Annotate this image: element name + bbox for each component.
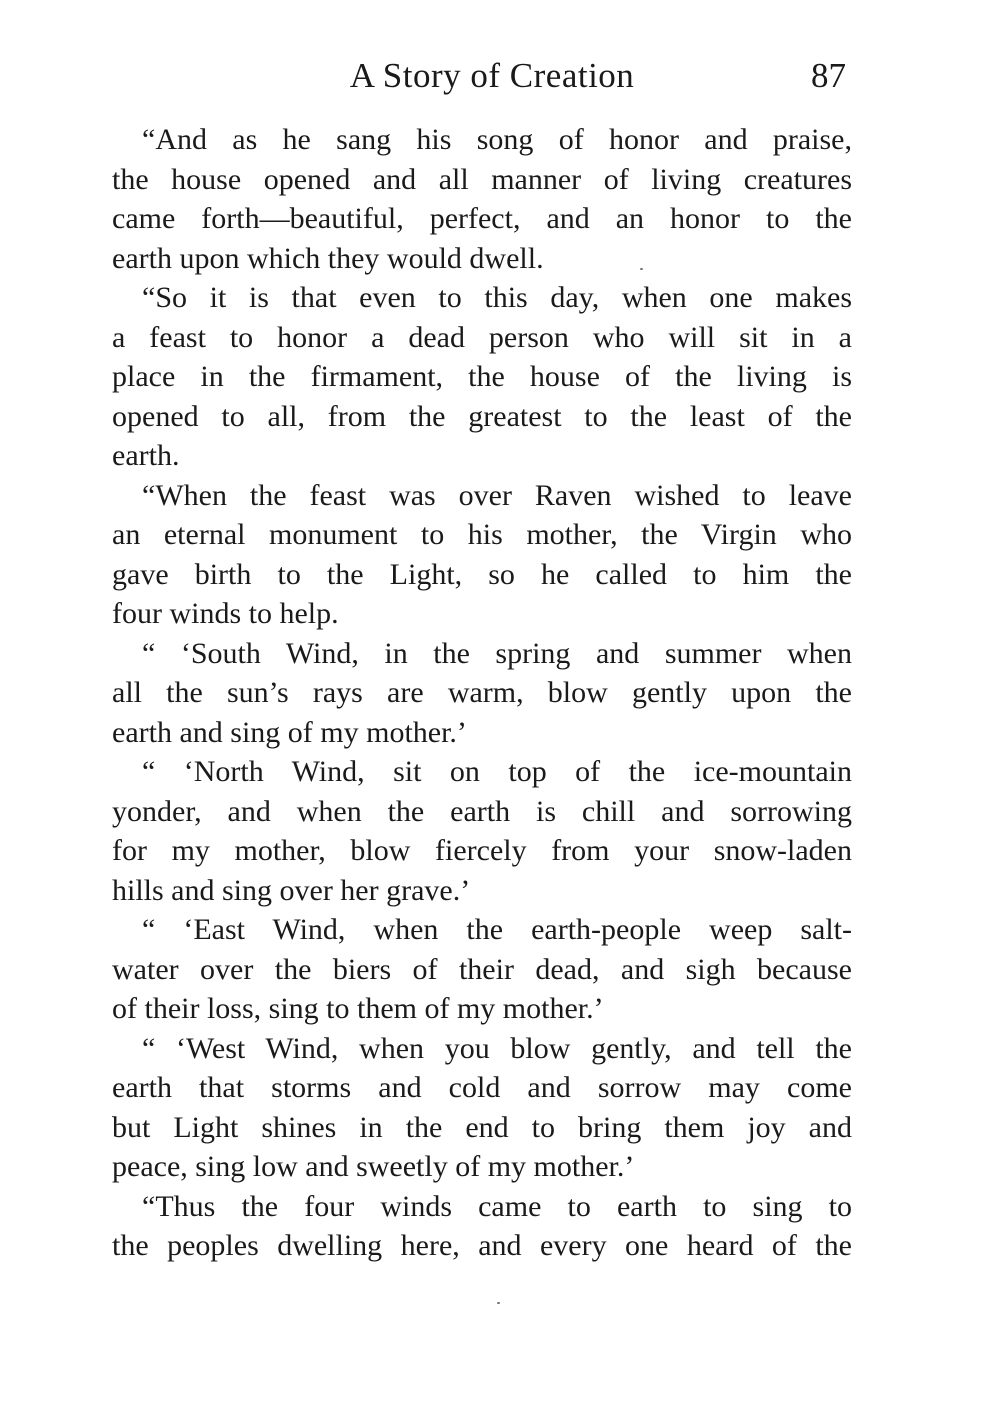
text-line: came forth—beautiful, perfect, and an honor to the — [112, 202, 852, 235]
text-line: “When the feast was over Raven wished to leave — [142, 478, 852, 512]
text-line: earth. — [112, 439, 180, 472]
text-line: gave birth to the Light, so he called to him the — [112, 557, 852, 591]
body-text — [112, 120, 852, 1266]
text-line: an eternal monument to his mother, the Virgin who — [112, 518, 852, 551]
text-line: the house opened and all manner of living creatures — [112, 162, 852, 196]
text-line: all the sun’s rays are warm, blow gently upon the — [112, 676, 852, 709]
running-title: A Story of Creation — [349, 56, 635, 95]
scan-speck — [497, 1302, 500, 1304]
text-line: hills and sing over her grave.’ — [112, 873, 471, 907]
text-line: “And as he sang his song of honor and praise, — [142, 123, 852, 156]
text-line: “ ‘South Wind, in the spring and summer when — [142, 636, 852, 670]
text-line: earth upon which they would dwell. — [112, 241, 544, 275]
scan-speck — [640, 268, 643, 270]
text-line: a feast to honor a dead person who will sit in a — [112, 320, 852, 354]
text-line: earth that storms and cold and sorrow may come — [112, 1071, 852, 1104]
text-line: earth and sing of my mother.’ — [112, 715, 467, 749]
text-line: the peoples dwelling here, and every one heard of the — [112, 1229, 852, 1262]
text-line: place in the firmament, the house of the living is — [112, 360, 852, 393]
text-line: four winds to help. — [112, 597, 339, 630]
text-line: yonder, and when the earth is chill and sorrowing — [112, 794, 852, 828]
text-line: “ ‘North Wind, sit on top of the ice-mountain — [142, 755, 852, 788]
text-line: water over the biers of their dead, and sigh because — [112, 952, 852, 986]
text-line: “ ‘West Wind, when you blow gently, and tell the — [142, 1031, 852, 1065]
text-line: but Light shines in the end to bring them joy and — [112, 1110, 852, 1144]
text-line: peace, sing low and sweetly of my mother.’ — [112, 1150, 635, 1183]
text-line: “ ‘East Wind, when the earth-people weep salt- — [142, 913, 852, 946]
running-header — [112, 54, 852, 98]
text-line: for my mother, blow fiercely from your snow-laden — [112, 834, 852, 867]
page-number: 87 — [811, 56, 846, 95]
text-line: of their loss, sing to them of my mother.’ — [112, 992, 604, 1025]
text-line: “So it is that even to this day, when one makes — [142, 281, 852, 314]
text-line: opened to all, from the greatest to the least of the — [112, 399, 852, 433]
text-line: “Thus the four winds came to earth to sing to — [142, 1189, 852, 1223]
